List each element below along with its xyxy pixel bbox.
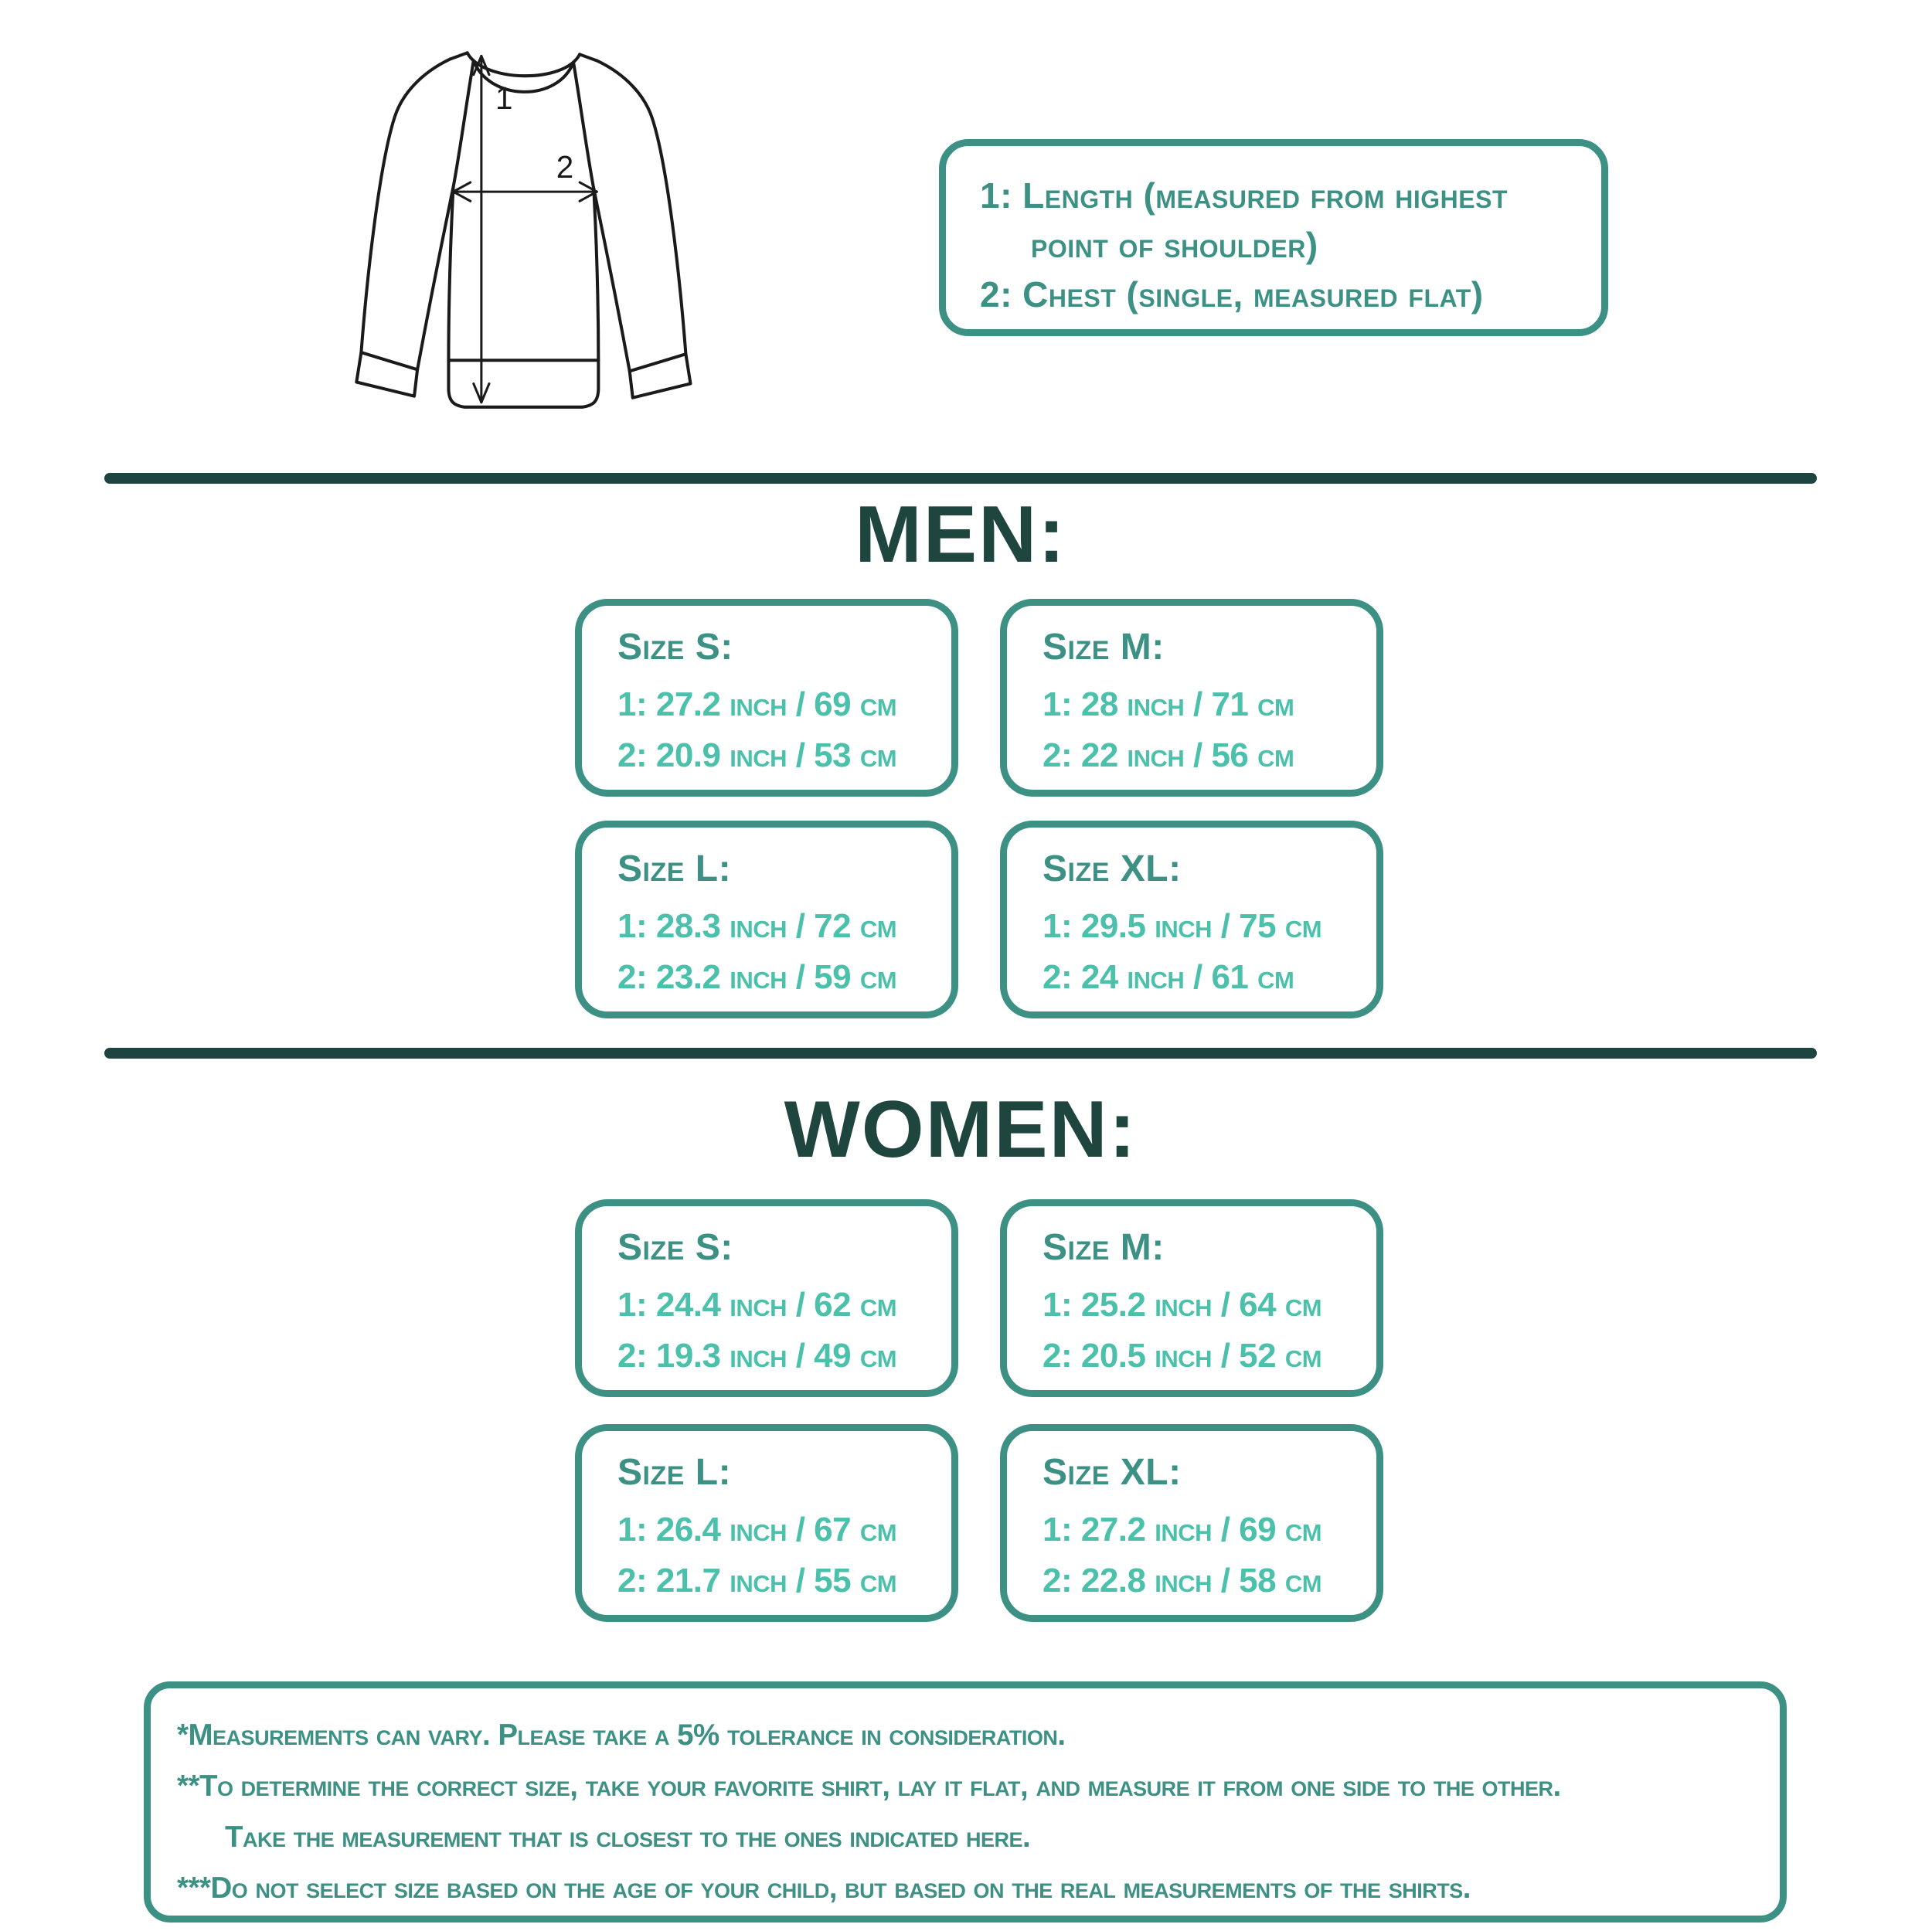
footnotes-box <box>144 1681 1787 1923</box>
length-value: 1: 24.4 inch / 62 cm <box>617 1285 897 1324</box>
length-value: 1: 27.2 inch / 69 cm <box>617 685 897 723</box>
divider-men <box>104 473 1817 484</box>
women-size-s-card <box>575 1199 958 1397</box>
left-shoulder <box>450 53 467 59</box>
divider-women <box>104 1048 1817 1059</box>
men-section-title: MEN: <box>855 490 1066 580</box>
size-label: Size S: <box>617 627 733 668</box>
right-sleeve-outer <box>597 60 685 354</box>
length-value: 1: 26.4 inch / 67 cm <box>617 1510 897 1549</box>
size-label: Size L: <box>617 848 732 889</box>
men-size-s-card <box>575 599 958 797</box>
chest-value: 2: 20.5 inch / 52 cm <box>1043 1336 1322 1375</box>
women-size-m-card <box>1000 1199 1383 1397</box>
size-label: Size S: <box>617 1227 733 1268</box>
length-value: 1: 27.2 inch / 69 cm <box>1043 1510 1322 1549</box>
chest-value: 2: 19.3 inch / 49 cm <box>617 1336 897 1375</box>
footnote-line-1: *Measurements can vary. Please take a 5% tolerance in consideration. <box>177 1719 1066 1752</box>
chest-value: 2: 22.8 inch / 58 cm <box>1043 1561 1322 1600</box>
men-size-xl-card <box>1000 821 1383 1018</box>
chest-value: 2: 21.7 inch / 55 cm <box>617 1561 897 1600</box>
left-sleeve-outer <box>361 59 450 352</box>
right-raglan-seam <box>573 63 594 189</box>
footnote-line-4: ***Do not select size based on the age of your child, but based on the real measurements of the shirts. <box>177 1872 1471 1905</box>
chest-value: 2: 22 inch / 56 cm <box>1043 736 1294 774</box>
footnote-line-2: **To determine the correct size, take your favorite shirt, lay it flat, and measure it from one side to the other. <box>177 1770 1561 1803</box>
women-section-title: WOMEN: <box>784 1085 1138 1175</box>
arrow-2-label: 2 <box>556 148 574 185</box>
measurement-legend-box <box>939 139 1608 336</box>
footnote-line-3: Take the measurement that is closest to the ones indicated here. <box>225 1821 1031 1854</box>
right-cuff <box>630 354 691 398</box>
length-value: 1: 28 inch / 71 cm <box>1043 685 1294 723</box>
women-size-l-card <box>575 1424 958 1622</box>
chest-value: 2: 20.9 inch / 53 cm <box>617 736 897 774</box>
size-label: Size L: <box>617 1452 732 1493</box>
arrow-1-label: 1 <box>495 80 513 117</box>
chest-value: 2: 23.2 inch / 59 cm <box>617 957 897 996</box>
length-value: 1: 29.5 inch / 75 cm <box>1043 906 1322 945</box>
shirt-outline-svg <box>352 22 711 423</box>
length-value: 1: 25.2 inch / 64 cm <box>1043 1285 1322 1324</box>
chest-value: 2: 24 inch / 61 cm <box>1043 957 1294 996</box>
men-size-l-card <box>575 821 958 1018</box>
size-label: Size M: <box>1043 1227 1165 1268</box>
size-label: Size XL: <box>1043 848 1182 889</box>
size-label: Size M: <box>1043 627 1165 668</box>
length-value: 1: 28.3 inch / 72 cm <box>617 906 897 945</box>
left-raglan-seam <box>454 60 474 187</box>
right-shoulder <box>580 54 597 60</box>
shirt-diagram <box>352 22 711 423</box>
legend-line-3: 2: Chest (single, measured flat) <box>980 274 1484 314</box>
body-outline <box>448 187 598 407</box>
legend-line-1: 1: Length (measured from highest <box>980 175 1509 216</box>
left-cuff <box>356 352 417 396</box>
size-label: Size XL: <box>1043 1452 1182 1493</box>
legend-line-2: point of shoulder) <box>1031 225 1318 265</box>
women-size-xl-card <box>1000 1424 1383 1622</box>
men-size-m-card <box>1000 599 1383 797</box>
